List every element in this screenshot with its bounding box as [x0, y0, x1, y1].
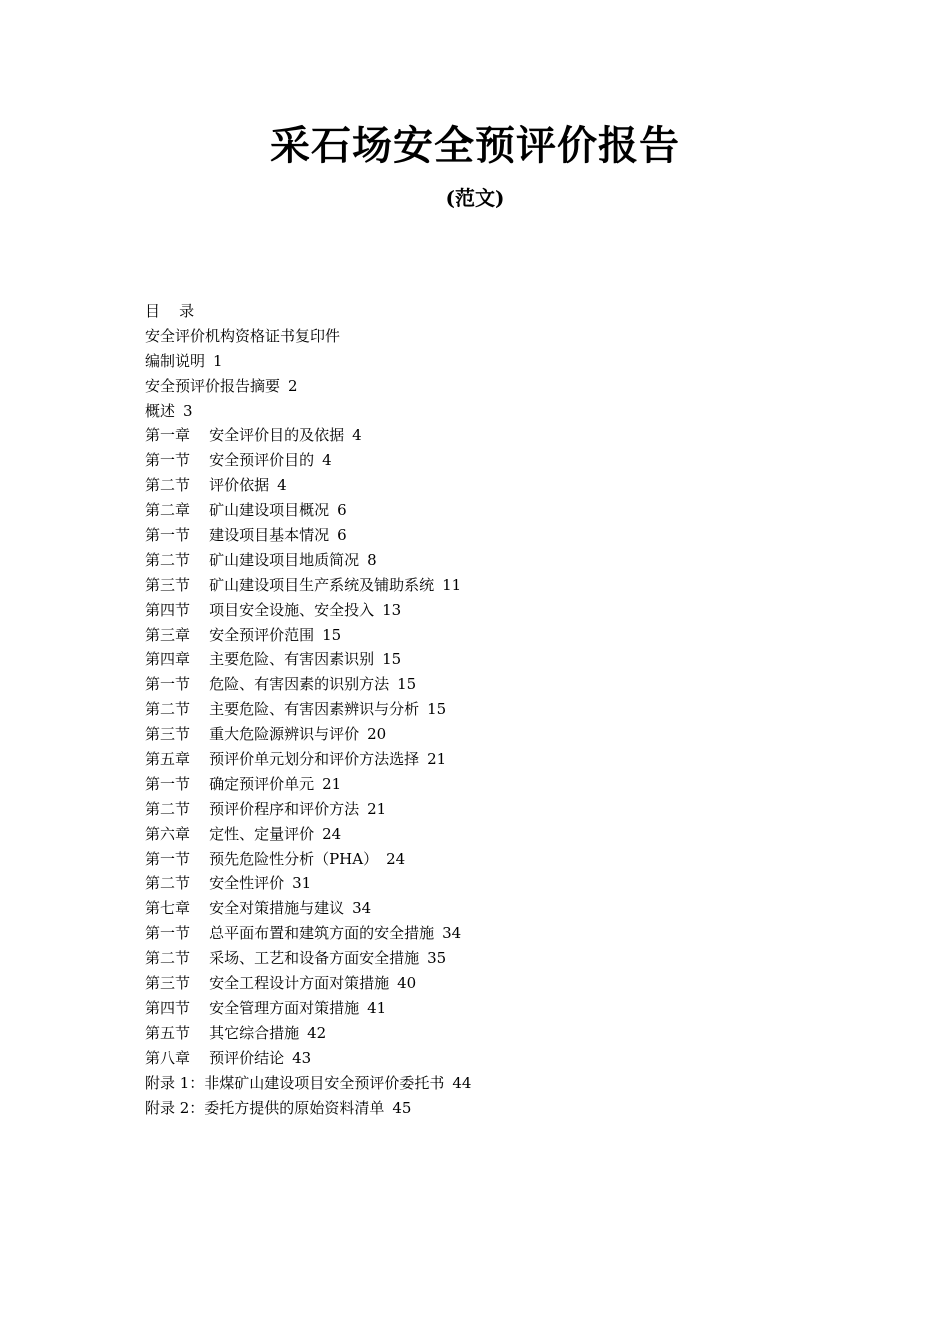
toc-entry[interactable]: [145, 598, 845, 623]
toc-entry[interactable]: [145, 349, 845, 374]
toc-entry-label: 第三节 安全工程设计方面对策措施: [145, 974, 390, 993]
toc-entry-label: 附录 2：委托方提供的原始资料清单: [145, 1098, 385, 1117]
toc-entry-label: 第四节 安全管理方面对策措施: [145, 998, 360, 1017]
toc-entry-label: 第一节 安全预评价目的: [145, 451, 315, 470]
toc-entry[interactable]: [145, 523, 845, 548]
toc-entry-page-number: 6: [337, 526, 347, 545]
toc-entry-label: 安全评价机构资格证书复印件: [145, 326, 341, 345]
toc-entry-page-number: 3: [183, 401, 193, 420]
toc-heading: 目 录: [145, 302, 195, 320]
toc-entry-page-number: 15: [322, 625, 342, 644]
toc-entry[interactable]: [145, 946, 845, 971]
toc-entry[interactable]: [145, 747, 845, 772]
toc-entry-page-number: 21: [427, 750, 447, 769]
toc-entry-page-number: 6: [337, 501, 347, 520]
toc-entry[interactable]: [145, 697, 845, 722]
toc-entry-label: 第二节 主要危险、有害因素辨识与分析: [145, 700, 420, 719]
toc-entry-label: 第三节 矿山建设项目生产系统及铺助系统: [145, 575, 435, 594]
toc-entry-label: 第二节 安全性评价: [145, 874, 285, 893]
toc-entry-label: 第一节 危险、有害因素的识别方法: [145, 675, 390, 694]
toc-entry-page-number: 20: [367, 725, 387, 744]
toc-entry[interactable]: [145, 548, 845, 573]
toc-entry[interactable]: [145, 448, 845, 473]
toc-entry[interactable]: [145, 473, 845, 498]
toc-entry[interactable]: [145, 573, 845, 598]
toc-entry[interactable]: [145, 498, 845, 523]
toc-entry-label: 第四章 主要危险、有害因素识别: [145, 650, 375, 669]
toc-entry-label: 第三节 重大危险源辨识与评价: [145, 725, 360, 744]
toc-entry[interactable]: [145, 797, 845, 822]
toc-entry-label: 第八章 预评价结论: [145, 1048, 285, 1067]
toc-entry-label: 第一节 预先危险性分析（PHA）: [145, 849, 379, 868]
toc-entry[interactable]: [145, 971, 845, 996]
toc-entry-page-number: 13: [382, 600, 402, 619]
toc-entry-page-number: 15: [382, 650, 402, 669]
toc-entry-label: 第二节 矿山建设项目地质简况: [145, 550, 360, 569]
toc-entry-label: 第四节 项目安全设施、安全投入: [145, 600, 375, 619]
toc-entry-label: 附录 1：非煤矿山建设项目安全预评价委托书: [145, 1073, 445, 1092]
toc-entry-page-number: 15: [397, 675, 417, 694]
toc-entry[interactable]: [145, 1046, 845, 1071]
toc-entry-label: 第五节 其它综合措施: [145, 1023, 300, 1042]
toc-entry[interactable]: [145, 672, 845, 697]
toc-entry[interactable]: [145, 772, 845, 797]
toc-entry-page-number: 40: [397, 974, 417, 993]
toc-entry[interactable]: [145, 847, 845, 872]
toc-entry[interactable]: [145, 647, 845, 672]
toc-entry-label: 第一章 安全评价目的及依据: [145, 426, 345, 445]
toc-entry[interactable]: [145, 423, 845, 448]
toc-entry-page-number: 24: [322, 824, 342, 843]
toc-entry-label: 概述: [145, 401, 176, 420]
toc-entry[interactable]: [145, 1096, 845, 1121]
toc-entry-page-number: 41: [367, 998, 387, 1017]
toc-entry[interactable]: [145, 996, 845, 1021]
toc-entry[interactable]: [145, 1021, 845, 1046]
toc-entry-label: 编制说明: [145, 351, 206, 370]
toc-entry-label: 安全预评价报告摘要: [145, 376, 281, 395]
toc-entry-page-number: 34: [352, 899, 372, 918]
toc-entry-page-number: 45: [392, 1098, 412, 1117]
table-of-contents: [145, 299, 845, 1120]
document-title: 采石场安全预评价报告: [270, 122, 680, 169]
toc-entry-page-number: 4: [322, 451, 332, 470]
toc-entry[interactable]: [145, 1071, 845, 1096]
toc-list: [145, 324, 845, 1121]
toc-entry-page-number: 44: [452, 1073, 472, 1092]
toc-entry-page-number: 24: [386, 849, 406, 868]
toc-entry-label: 第七章 安全对策措施与建议: [145, 899, 345, 918]
toc-entry-page-number: 8: [367, 550, 377, 569]
toc-entry-label: 第三章 安全预评价范围: [145, 625, 315, 644]
document-subtitle: (范文): [445, 186, 505, 210]
toc-entry-page-number: 35: [427, 949, 447, 968]
toc-entry[interactable]: [145, 871, 845, 896]
toc-entry[interactable]: [145, 722, 845, 747]
toc-entry[interactable]: [145, 822, 845, 847]
toc-entry-page-number: 15: [427, 700, 447, 719]
toc-entry-page-number: 34: [442, 924, 462, 943]
toc-entry-page-number: 1: [213, 351, 223, 370]
toc-entry[interactable]: [145, 921, 845, 946]
toc-entry-page-number: 43: [292, 1048, 312, 1067]
toc-entry[interactable]: [145, 623, 845, 648]
toc-entry-label: 第五章 预评价单元划分和评价方法选择: [145, 750, 420, 769]
toc-entry-label: 第二节 评价依据: [145, 476, 270, 495]
toc-entry-page-number: 21: [322, 774, 342, 793]
toc-entry-label: 第一节 总平面布置和建筑方面的安全措施: [145, 924, 435, 943]
toc-entry-page-number: 11: [442, 575, 462, 594]
toc-entry-page-number: 42: [307, 1023, 327, 1042]
toc-entry-label: 第一节 确定预评价单元: [145, 774, 315, 793]
toc-entry-label: 第二章 矿山建设项目概况: [145, 501, 330, 520]
toc-entry[interactable]: [145, 896, 845, 921]
toc-entry-label: 第二节 采场、工艺和设备方面安全措施: [145, 949, 420, 968]
toc-entry-label: 第一节 建设项目基本情况: [145, 526, 330, 545]
toc-entry-page-number: 21: [367, 799, 387, 818]
toc-entry-page-number: 2: [288, 376, 298, 395]
toc-entry[interactable]: [145, 374, 845, 399]
toc-entry-page-number: 31: [292, 874, 312, 893]
toc-entry-label: 第六章 定性、定量评价: [145, 824, 315, 843]
toc-entry-page-number: 4: [352, 426, 362, 445]
toc-entry-page-number: 4: [277, 476, 287, 495]
toc-entry[interactable]: [145, 399, 845, 424]
toc-entry-label: 第二节 预评价程序和评价方法: [145, 799, 360, 818]
toc-entry[interactable]: [145, 324, 845, 349]
